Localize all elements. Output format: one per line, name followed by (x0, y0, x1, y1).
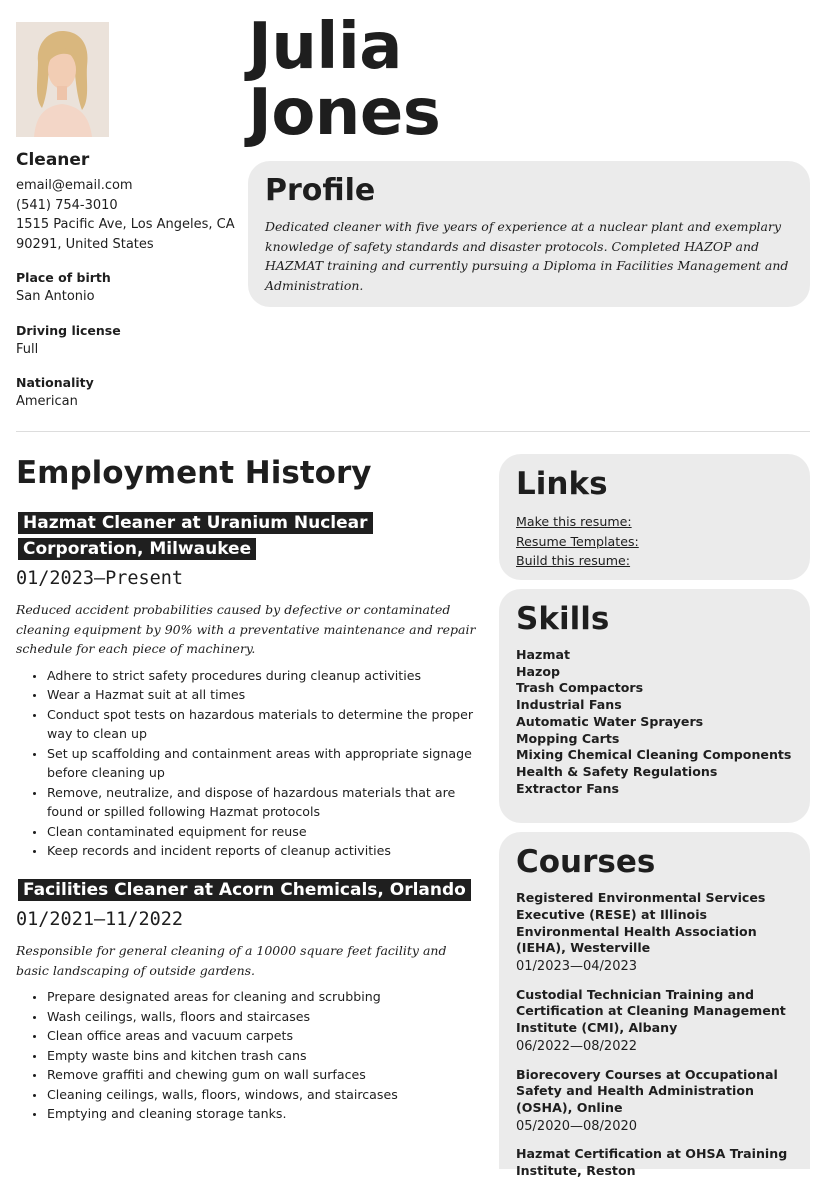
list-item: Wash ceilings, walls, floors and staircases (47, 1007, 482, 1027)
list-item: Set up scaffolding and containment areas with appropriate signage before cleaning up (47, 744, 482, 783)
list-item: Cleaning ceilings, walls, floors, windows, and staircases (47, 1085, 482, 1105)
candidate-name (248, 10, 441, 150)
list-item: Adhere to strict safety procedures during cleanup activities (47, 666, 482, 686)
job-entry (16, 878, 482, 1124)
job-heading: Facilities Cleaner at Acorn Chemicals, Orlando (18, 879, 471, 901)
links-section (499, 454, 810, 580)
course-dates: 06/2022—08/2022 (516, 1039, 638, 1055)
course-dates: 05/2020—08/2020 (516, 1118, 638, 1134)
job-description: Reduced accident probabilities caused by defective or contaminated cleaning equipment by 90% with a preventative maintenance and repair schedule for each piece of machinery. (16, 602, 476, 656)
list-item: Emptying and cleaning storage tanks. (47, 1104, 482, 1124)
email[interactable]: email@email.com (16, 178, 133, 193)
course-entry (516, 1146, 793, 1180)
build-resume-link[interactable]: Build this resume: (516, 553, 631, 568)
course-title: Hazmat Certification at OHSA Training Institute, Reston (516, 1146, 788, 1179)
job-heading: Hazmat Cleaner at Uranium Nuclear Corporation, Milwaukee (18, 512, 373, 560)
job-duties-list (16, 987, 482, 1124)
first-name: Julia (248, 10, 402, 84)
skill-item: Health & Safety Regulations (516, 763, 718, 779)
nationality-label: Nationality (16, 375, 94, 390)
skill-item: Automatic Water Sprayers (516, 713, 704, 729)
section-divider (16, 431, 810, 432)
employment-history (16, 452, 482, 1141)
list-item: Empty waste bins and kitchen trash cans (47, 1046, 482, 1066)
skill-item: Industrial Fans (516, 697, 622, 713)
course-entry (516, 987, 793, 1057)
profile-heading: Profile (265, 173, 376, 208)
profile-section (248, 161, 810, 307)
list-item: Remove, neutralize, and dispose of hazardous materials that are found or spilled following Hazmat protocols (47, 783, 482, 822)
course-title: Biorecovery Courses at Occupational Safety and Health Administration (OSHA), Online (516, 1066, 778, 1116)
list-item: Wear a Hazmat suit at all times (47, 685, 482, 705)
course-entry (516, 890, 793, 977)
last-name: Jones (248, 76, 441, 150)
skills-heading: Skills (516, 601, 610, 637)
address-line-2: 90291, United States (16, 236, 154, 252)
skill-item: Trash Compactors (516, 680, 644, 696)
course-title: Registered Environmental Services Executive (RESE) at Illinois Environmental Health Association (IEHA), Westerville (516, 890, 766, 956)
job-description: Responsible for general cleaning of a 10000 square feet facility and basic landscaping of outside gardens. (16, 943, 447, 978)
phone[interactable]: (541) 754-3010 (16, 197, 118, 213)
courses-heading: Courses (516, 844, 656, 880)
job-title: Cleaner (16, 150, 90, 170)
place-of-birth-value: San Antonio (16, 289, 95, 304)
course-title: Custodial Technician Training and Certification at Cleaning Management Institute (CMI), Albany (516, 986, 786, 1036)
skill-item: Mixing Chemical Cleaning Components (516, 747, 792, 763)
driving-license-value: Full (16, 341, 39, 357)
address-line-1: 1515 Pacific Ave, Los Angeles, CA (16, 217, 235, 232)
job-dates: 01/2021—11/2022 (16, 909, 184, 930)
list-item: Clean contaminated equipment for reuse (47, 822, 482, 842)
skill-item: Extractor Fans (516, 780, 620, 796)
course-entry (516, 1067, 793, 1137)
job-entry (16, 511, 482, 861)
profile-photo (16, 22, 109, 137)
list-item: Conduct spot tests on hazardous materials to determine the proper way to clean up (47, 705, 482, 744)
list-item: Keep records and incident reports of cleanup activities (47, 841, 482, 861)
place-of-birth-label: Place of birth (16, 270, 111, 285)
job-dates: 01/2023—Present (16, 568, 184, 589)
profile-text: Dedicated cleaner with five years of experience at a nuclear plant and exemplary knowledge of safety standards and disaster protocols. Completed HAZOP and HAZMAT training and currently pursuing a Diploma in Facilities Management and Administration. (265, 219, 789, 293)
nationality-value: American (16, 394, 78, 409)
contact-details (16, 150, 238, 412)
driving-license-label: Driving license (16, 322, 121, 338)
list-item: Remove graffiti and chewing gum on wall surfaces (47, 1065, 482, 1085)
make-resume-link[interactable]: Make this resume: (516, 514, 632, 529)
skill-item: Mopping Carts (516, 730, 620, 746)
employment-heading: Employment History (16, 455, 372, 491)
list-item: Prepare designated areas for cleaning and scrubbing (47, 987, 482, 1007)
job-duties-list (16, 666, 482, 861)
links-heading: Links (516, 466, 608, 502)
list-item: Clean office areas and vacuum carpets (47, 1026, 482, 1046)
skill-item: Hazop (516, 663, 561, 679)
courses-section (499, 832, 810, 1179)
skills-section (499, 589, 810, 823)
resume-templates-link[interactable]: Resume Templates: (516, 533, 639, 549)
skill-item: Hazmat (516, 647, 571, 662)
course-dates: 01/2023—04/2023 (516, 959, 638, 975)
